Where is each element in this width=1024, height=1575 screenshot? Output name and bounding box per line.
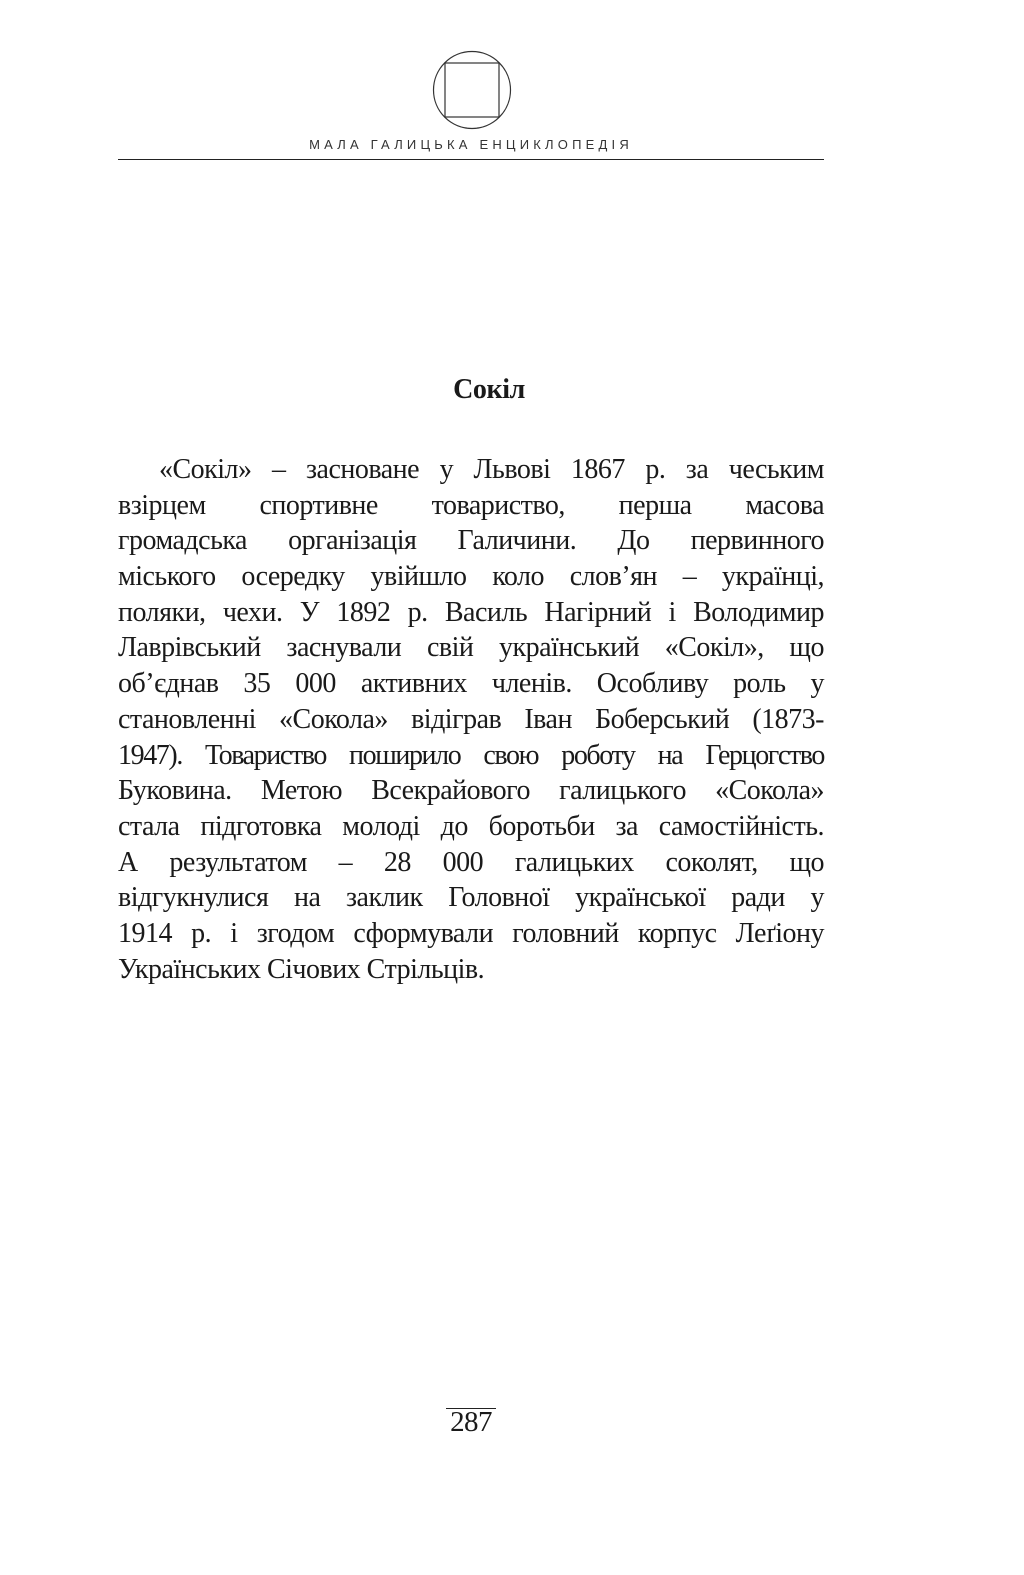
body-line: становленні «Сокола» відіграв Іван Боберський (1873- [118,703,824,735]
article-title: Сокіл [453,374,525,405]
body-line: 1914 р. і згодом сформували головний корпус Леґіону [118,917,824,949]
body-line: Українських Січових Стрільців. [118,953,485,985]
series-title: МАЛА ГАЛИЦЬКА ЕНЦИКЛОПЕДІЯ [309,137,633,152]
article-body [118,452,824,987]
body-line: об’єднав 35 000 активних членів. Особливу роль у [118,668,824,700]
page-number: 287 [450,1406,492,1438]
body-line: Буковина. Метою Всекрайового галицького «Сокола» [118,775,824,807]
body-line: міського осередку увійшло коло слов’ян – українці, [118,561,824,593]
body-line: взірцем спортивне товариство, перша масова [118,489,824,521]
body-line: поляки, чехи. У 1892 р. Василь Нагірний і Володимир [118,596,824,628]
body-line: відгукнулися на заклик Головної української ради у [118,882,824,914]
circle-square-emblem-icon [432,50,512,130]
body-line: Лаврівський заснували свій український «Сокіл», що [118,632,824,664]
body-line: А результатом – 28 000 галицьких соколят, що [118,846,824,878]
body-line: громадська організація Галичини. До первинного [118,525,824,557]
body-line: 1947). Товариство поширило свою роботу на Герцогство [118,739,824,771]
header-divider [118,159,824,160]
body-line: «Сокіл» – засноване у Львові 1867 р. за чеським [159,454,824,485]
body-line: стала підготовка молоді до боротьби за самостійність. [118,810,824,842]
